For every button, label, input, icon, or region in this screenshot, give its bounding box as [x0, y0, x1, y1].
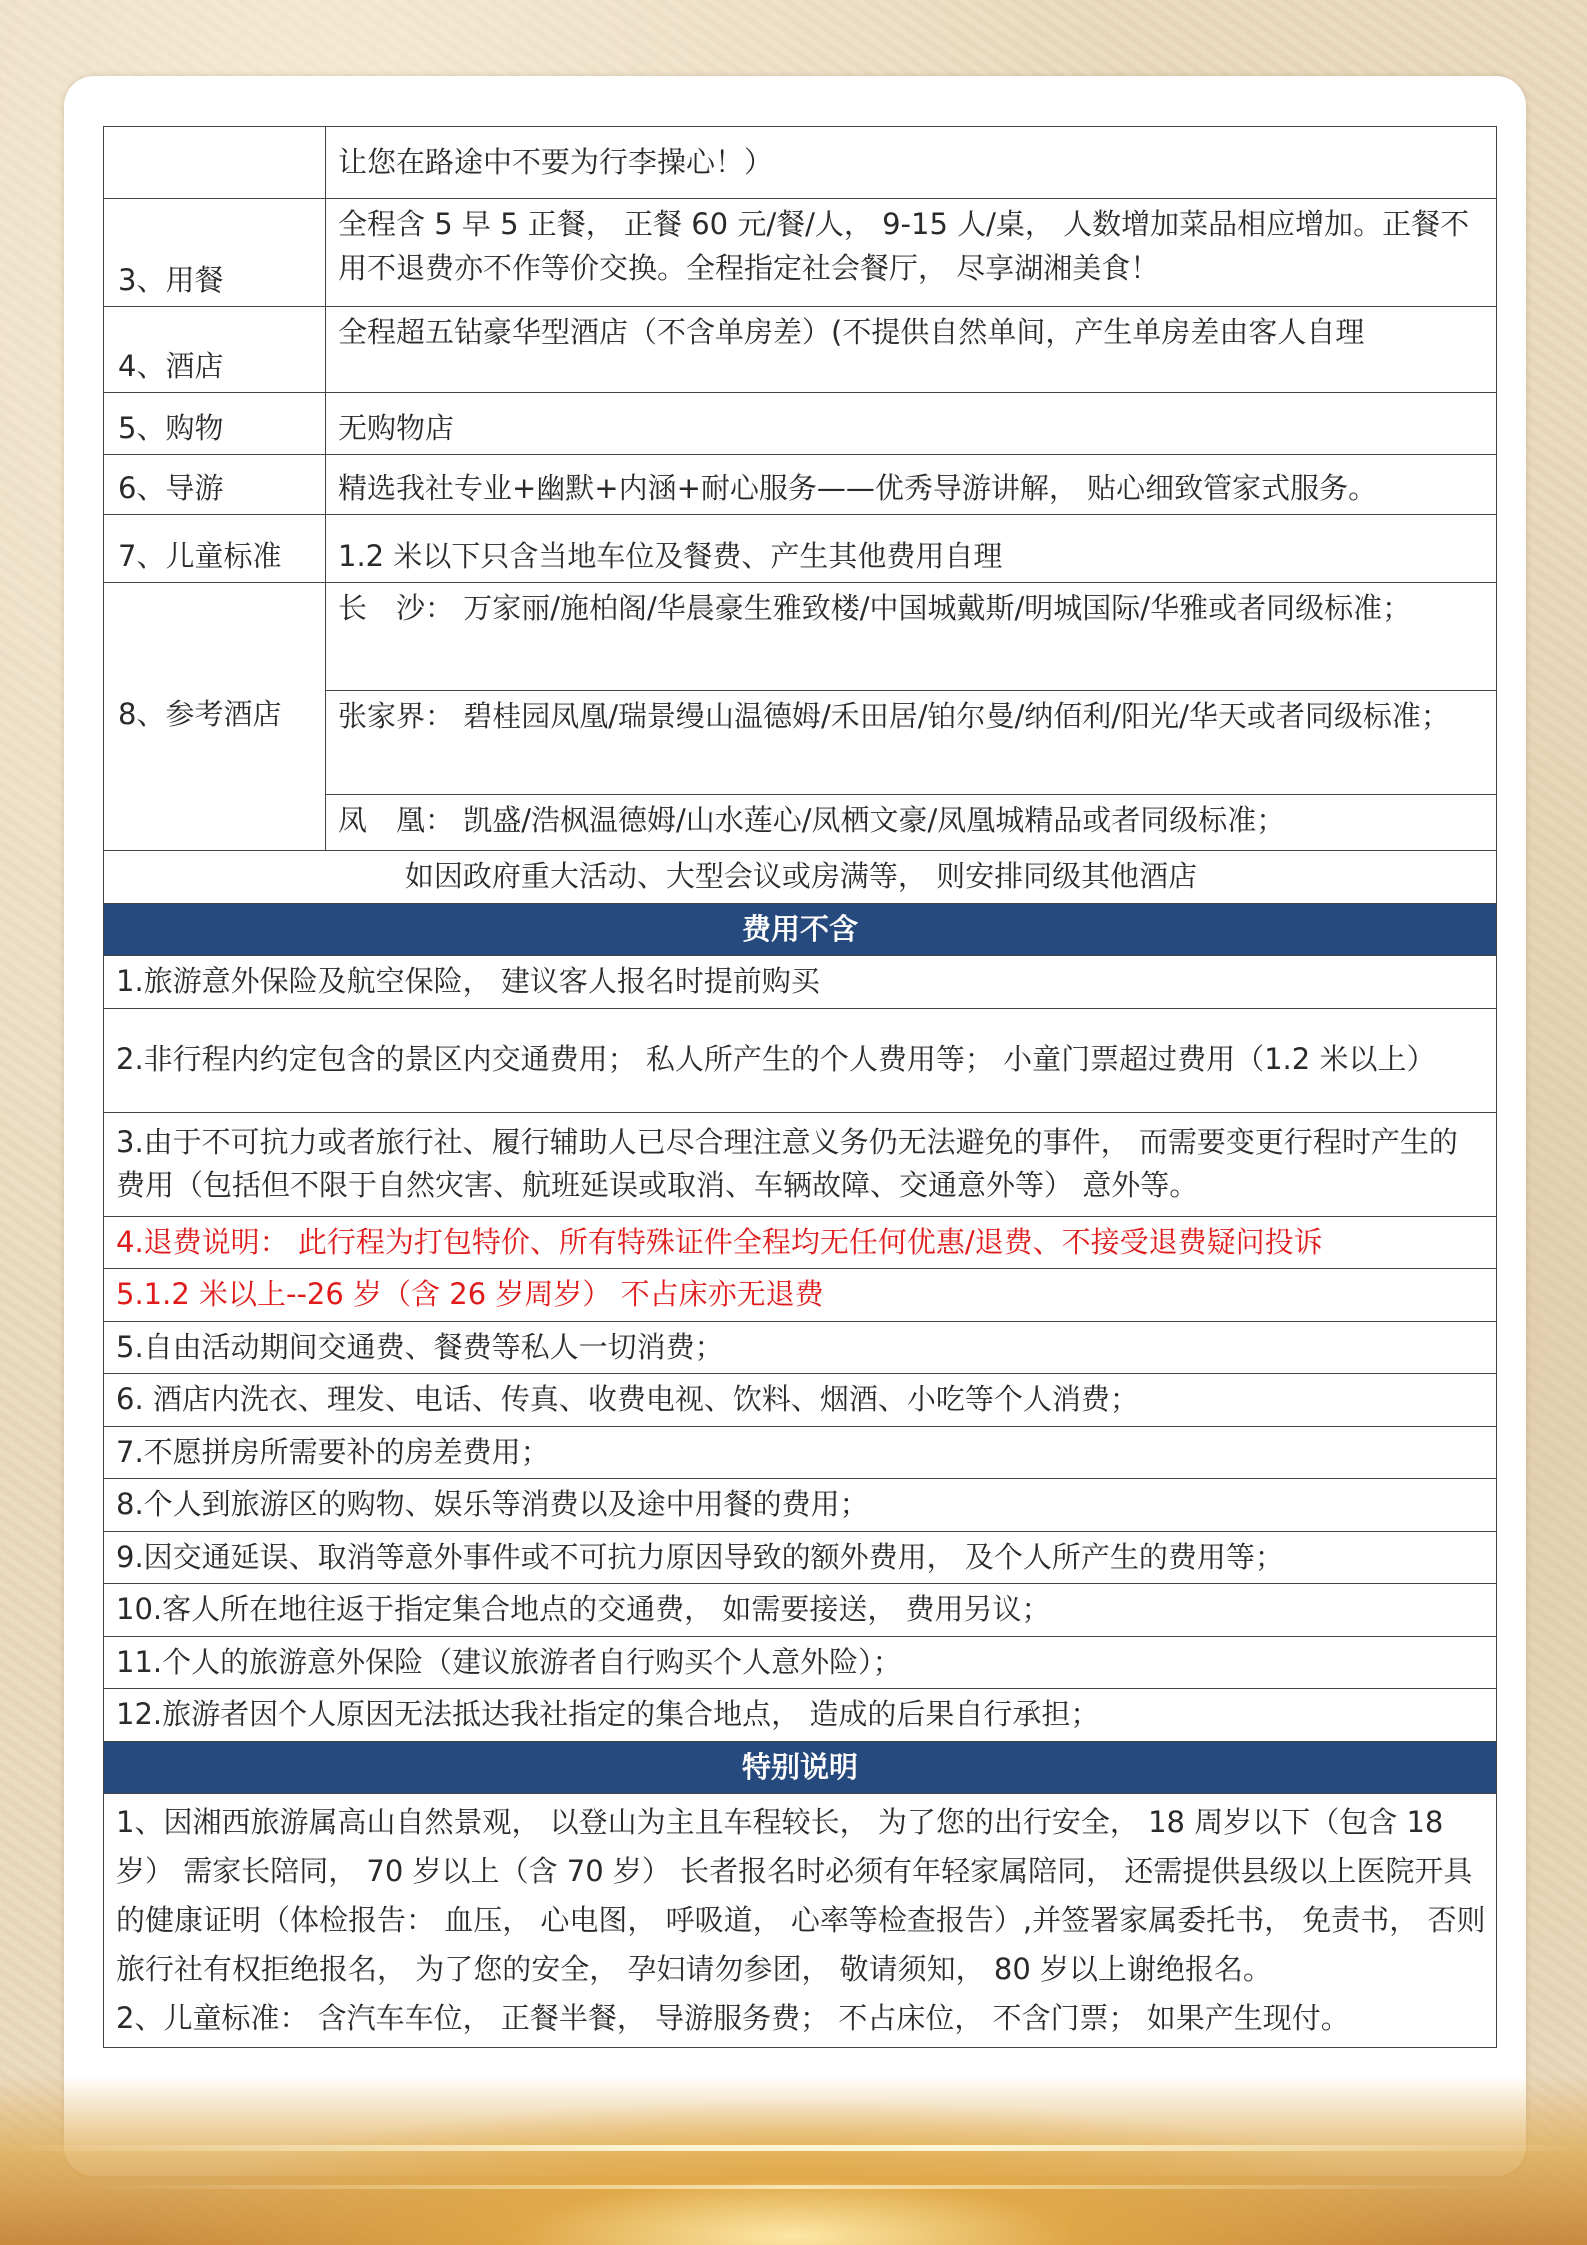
- row-label-empty: [104, 127, 326, 199]
- table-row: [104, 307, 1497, 393]
- special-title: 特别说明: [104, 1741, 1497, 1794]
- hotel-zhangjiajie: 张家界： 碧桂园凤凰/瑞景缦山温德姆/禾田居/铂尔曼/纳佰利/阳光/华天或者同级标准；: [326, 691, 1497, 795]
- special-note-paragraph: 2、儿童标准： 含汽车车位， 正餐半餐， 导游服务费； 不占床位， 不含门票； 如果产生现付。: [116, 2001, 1350, 2035]
- table-row: [104, 1689, 1497, 1742]
- row-content-shopping: 无购物店: [326, 393, 1497, 455]
- table-row: [104, 1531, 1497, 1584]
- exclusion-item: 11.个人的旅游意外保险（建议旅游者自行购买个人意外险）；: [104, 1636, 1497, 1689]
- exclusion-item-refund-note: 4.退费说明： 此行程为打包特价、所有特殊证件全程均无任何优惠/退费、不接受退费疑问投诉: [104, 1216, 1497, 1269]
- row-label-meals: 3、用餐: [104, 199, 326, 307]
- row-label-guide: 6、导游: [104, 455, 326, 515]
- table-row: [104, 583, 1497, 691]
- row-label-hotel: 4、酒店: [104, 307, 326, 393]
- section-header-exclusions: [104, 903, 1497, 956]
- table-row: [104, 851, 1497, 904]
- section-header-special: [104, 1741, 1497, 1794]
- exclusion-item: 12.旅游者因个人原因无法抵达我社指定的集合地点， 造成的后果自行承担；: [104, 1689, 1497, 1742]
- table-row: [104, 1479, 1497, 1532]
- itinerary-table: [103, 126, 1497, 2048]
- exclusion-item: 5.自由活动期间交通费、餐费等私人一切消费；: [104, 1321, 1497, 1374]
- itinerary-document: [103, 126, 1497, 2048]
- exclusion-item: 2.非行程内约定包含的景区内交通费用； 私人所产生的个人费用等； 小童门票超过费用（1.2 米以上）: [104, 1008, 1497, 1112]
- hotel-changsha: 长 沙： 万家丽/施柏阁/华晨豪生雅致楼/中国城戴斯/明城国际/华雅或者同级标准；: [326, 583, 1497, 691]
- row-label-children: 7、儿童标准: [104, 515, 326, 583]
- table-row: [104, 1216, 1497, 1269]
- table-row: [104, 455, 1497, 515]
- table-row: [104, 1794, 1497, 2048]
- exclusion-item: 9.因交通延误、取消等意外事件或不可抗力原因导致的额外费用， 及个人所产生的费用等；: [104, 1531, 1497, 1584]
- exclusion-item: 10.客人所在地往返于指定集合地点的交通费， 如需要接送， 费用另议；: [104, 1584, 1497, 1637]
- table-row: [104, 1636, 1497, 1689]
- table-row: [104, 1426, 1497, 1479]
- table-row: [104, 956, 1497, 1009]
- exclusion-item-bed-note: 5.1.2 米以上--26 岁（含 26 岁周岁） 不占床亦无退费: [104, 1269, 1497, 1322]
- row-content-children: 1.2 米以下只含当地车位及餐费、产生其他费用自理: [326, 515, 1497, 583]
- exclusion-item: 6. 酒店内洗衣、理发、电话、传真、收费电视、饮料、烟酒、小吃等个人消费；: [104, 1374, 1497, 1427]
- table-row: [104, 1584, 1497, 1637]
- table-row: [104, 393, 1497, 455]
- luggage-continuation: 让您在路途中不要为行李操心！）: [326, 127, 1497, 199]
- special-notes-body: [104, 1794, 1497, 2048]
- row-content-meals: 全程含 5 早 5 正餐， 正餐 60 元/餐/人， 9-15 人/桌， 人数增加菜品相应增加。正餐不用不退费亦不作等价交换。全程指定社会餐厅， 尽享湖湘美食！: [326, 199, 1497, 307]
- table-row: [104, 1269, 1497, 1322]
- exclusion-item: 3.由于不可抗力或者旅行社、履行辅助人已尽合理注意义务仍无法避免的事件， 而需要变更行程时产生的费用（包括但不限于自然灾害、航班延误或取消、车辆故障、交通意外等） 意外等。: [104, 1112, 1497, 1216]
- hotel-note: 如因政府重大活动、大型会议或房满等， 则安排同级其他酒店: [104, 851, 1497, 904]
- decorative-gold-band: [0, 2075, 1587, 2245]
- table-row: [104, 1321, 1497, 1374]
- row-label-reference-hotels: 8、参考酒店: [104, 583, 326, 851]
- hotel-fenghuang: 凤 凰： 凯盛/浩枫温德姆/山水莲心/凤栖文豪/凤凰城精品或者同级标准；: [326, 795, 1497, 851]
- special-note-paragraph: 1、因湘西旅游属高山自然景观， 以登山为主且车程较长， 为了您的出行安全， 18 周岁以下（包含 18 岁） 需家长陪同， 70 岁以上（含 70 岁） 长者报名时必须有年轻家属陪同， 还需提供县级以上医院开具的健康证明（体检报告： 血压， 心电图， 呼吸道， 心率等检查报告）,并签署家属委托书， 免责书， 否则旅行社有权拒绝报名， 为了您的安全， 孕妇请勿参团， 敬请须知， 80 岁以上谢绝报名。: [116, 1805, 1486, 1986]
- table-row: [104, 1008, 1497, 1112]
- exclusions-title: 费用不含: [104, 903, 1497, 956]
- table-row: [104, 199, 1497, 307]
- exclusion-item: 8.个人到旅游区的购物、娱乐等消费以及途中用餐的费用；: [104, 1479, 1497, 1532]
- row-content-guide: 精选我社专业+幽默+内涵+耐心服务——优秀导游讲解， 贴心细致管家式服务。: [326, 455, 1497, 515]
- row-content-hotel: 全程超五钻豪华型酒店（不含单房差）(不提供自然单间，产生单房差由客人自理: [326, 307, 1497, 393]
- row-label-shopping: 5、购物: [104, 393, 326, 455]
- exclusion-item: 7.不愿拼房所需要补的房差费用；: [104, 1426, 1497, 1479]
- table-row: [104, 515, 1497, 583]
- exclusion-item: 1.旅游意外保险及航空保险， 建议客人报名时提前购买: [104, 956, 1497, 1009]
- table-row: [104, 127, 1497, 199]
- table-row: [104, 1112, 1497, 1216]
- table-row: [104, 1374, 1497, 1427]
